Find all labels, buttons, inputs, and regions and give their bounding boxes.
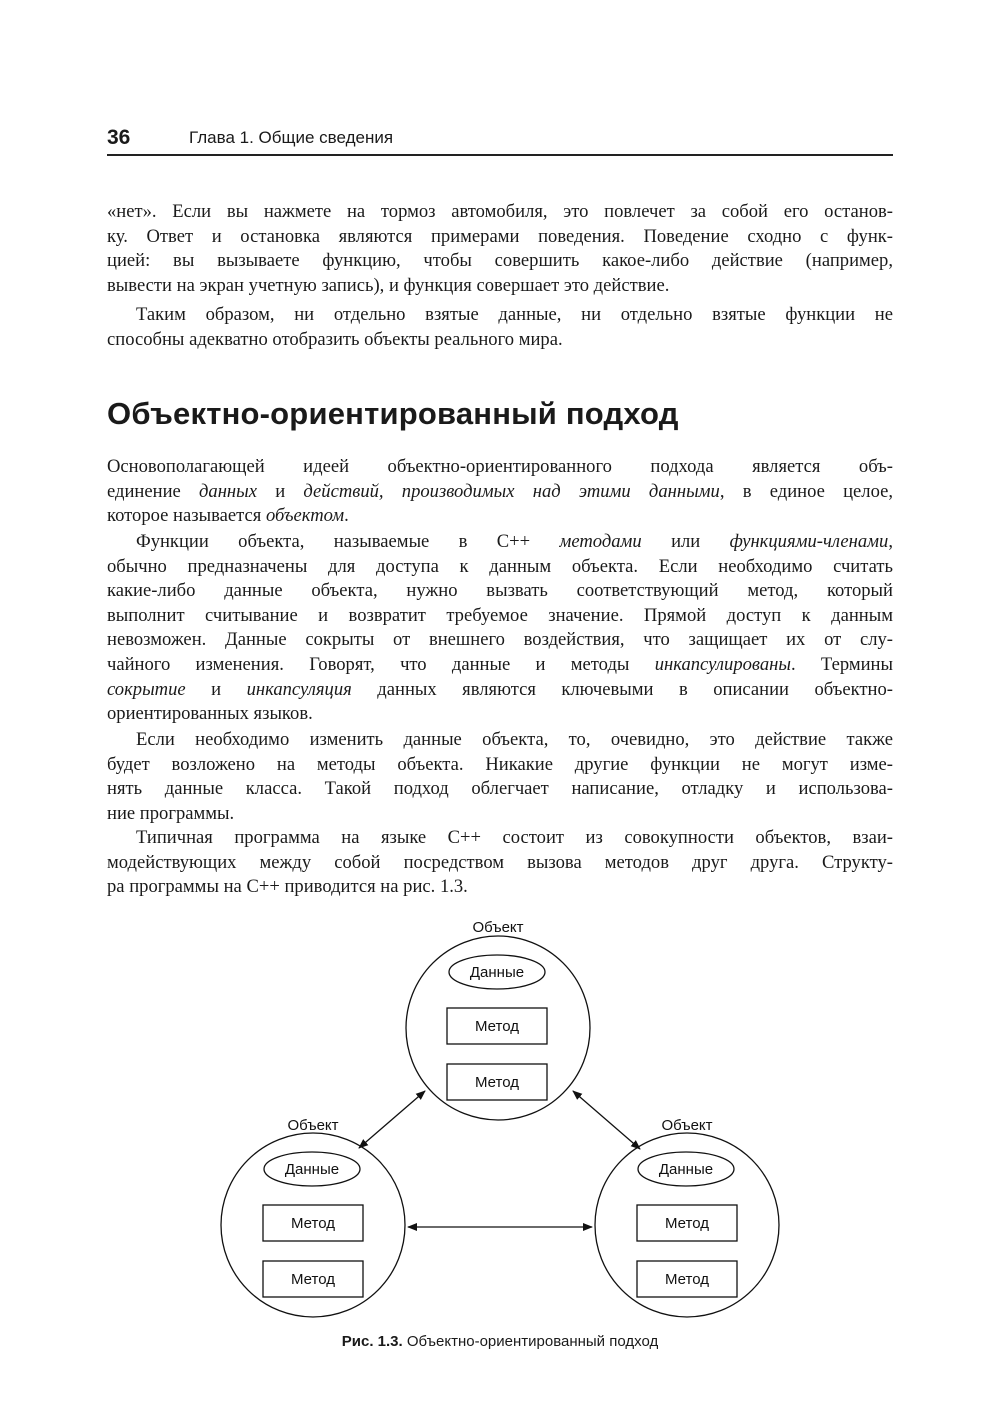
emphasis: инкапсулированы [654, 653, 791, 675]
data-label: Данные [658, 1161, 714, 1178]
emphasis: инкапсуляция [246, 678, 352, 700]
data-label: Данные [284, 1161, 340, 1178]
arrow-top-right [573, 1091, 640, 1149]
emphasis: функциями-членами [729, 531, 889, 552]
object-right [595, 1117, 779, 1317]
running-head: Глава 1. Общие сведения [189, 128, 394, 147]
text-line: будет возложено на методы объекта. Никакие другие функции не могут изме- [107, 753, 893, 775]
figure-diagram [0, 905, 1000, 1365]
text-line: Основополагающей идеей объектно-ориентированного подхода является объ- [107, 456, 893, 477]
object-diagram [0, 905, 1000, 1365]
text-line: единение данных и действий, производимых над этими данными, в единое целое, [107, 480, 893, 502]
method-label: Метод [291, 1271, 335, 1288]
figure-caption [0, 1333, 1000, 1350]
method-label: Метод [665, 1215, 709, 1232]
text-line: «нет». Если вы нажмете на тормоз автомобиля, это повлечет за собой его останов- [107, 201, 893, 222]
caption-number: Рис. 1.3. [341, 1333, 403, 1350]
intro-paragraph-2 [107, 303, 893, 352]
object-label: Объект [287, 1117, 339, 1134]
section-paragraph-1 [107, 455, 893, 529]
object-left [221, 1117, 405, 1317]
text-line: сокрытие и инкапсуляция данных являются ключевыми в описании объектно- [107, 678, 893, 700]
method-label: Метод [475, 1018, 519, 1035]
object-top [406, 919, 590, 1120]
emphasis: данных [199, 480, 257, 502]
object-label: Объект [472, 919, 524, 936]
text-line: модействующих между собой посредством вызова методов друг друга. Структу- [107, 851, 893, 873]
emphasis: методами [559, 531, 642, 552]
caption-text: Объектно-ориентированный подход [402, 1333, 659, 1350]
intro-paragraph-1 [107, 200, 893, 298]
section-paragraph-2 [107, 530, 893, 727]
text-line: ориентированных языков. [107, 703, 313, 725]
method-label: Метод [291, 1215, 335, 1232]
text-line: цией: вы вызываете функцию, чтобы совершить какое-либо действие (например, [107, 250, 893, 272]
section-title: Объектно-ориентированный подход [107, 396, 679, 431]
method-label: Метод [665, 1271, 709, 1288]
method-label: Метод [475, 1074, 519, 1091]
text-line: нять данные класса. Такой подход облегчает написание, отладку и использова- [107, 778, 893, 800]
section-paragraph-3 [107, 728, 893, 826]
text-line: Функции объекта, называемые в С++ методами или функциями-членами, [136, 531, 893, 552]
text-line: выполнит считывание и возвратит требуемое значение. Прямой доступ к данным [107, 604, 893, 626]
page-number: 36 [107, 126, 131, 149]
text-line: Таким образом, ни отдельно взятые данные, ни отдельно взятые функции не [136, 304, 893, 325]
page-header [107, 124, 893, 156]
text-line: ку. Ответ и остановка являются примерами поведения. Поведение сходно с функ- [107, 225, 893, 247]
text-line: ние программы. [107, 802, 235, 824]
text-line: чайного изменения. Говорят, что данные и методы инкапсулированы. Термины [107, 653, 893, 675]
emphasis: сокрытие [107, 678, 186, 700]
text-line: ра программы на С++ приводится на рис. 1.3. [107, 876, 468, 898]
data-label: Данные [469, 964, 525, 981]
text-line: невозможен. Данные сокрыты от внешнего воздействия, что защищает их от слу- [107, 629, 893, 651]
emphasis: действий, производимых над этими данными [303, 480, 720, 502]
text-line: вывести на экран учетную запись), и функция совершает это действие. [107, 274, 670, 296]
text-line: Типичная программа на языке С++ состоит из совокупности объектов, взаи- [136, 827, 893, 848]
arrow-top-left [359, 1091, 425, 1148]
text-line: какие-либо данные объекта, нужно вызвать соответствующий метод, который [107, 580, 893, 602]
emphasis: объектом [265, 505, 345, 527]
text-line: которое называется объектом. [107, 505, 349, 527]
text-line: обычно предназначены для доступа к данным объекта. Если необходимо считать [107, 555, 893, 577]
section-paragraph-4 [107, 826, 893, 900]
text-line: способны адекватно отобразить объекты реального мира. [107, 328, 563, 350]
text-line: Если необходимо изменить данные объекта, то, очевидно, это действие также [136, 729, 893, 750]
object-label: Объект [661, 1117, 713, 1134]
